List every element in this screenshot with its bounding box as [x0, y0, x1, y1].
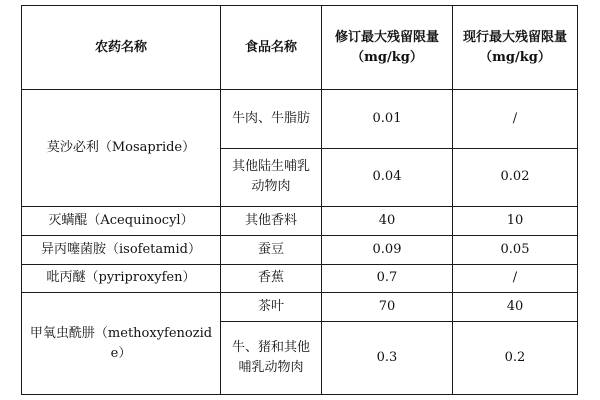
- revised-limit-cell: 0.01: [322, 90, 453, 149]
- table-header-row: [22, 6, 578, 90]
- food-cell: 牛、猪和其他哺乳动物肉: [221, 322, 322, 395]
- food-cell: 牛肉、牛脂肪: [221, 90, 322, 149]
- pesticide-cell: 甲氧虫酰肼（methoxyfenozide）: [22, 293, 221, 395]
- food-cell: 其他香料: [221, 207, 322, 236]
- current-limit-cell: 0.02: [453, 148, 578, 207]
- current-limit-cell: 10: [453, 207, 578, 236]
- food-cell: 蚕豆: [221, 235, 322, 264]
- food-cell: 其他陆生哺乳动物肉: [221, 148, 322, 207]
- table-row: [22, 235, 578, 264]
- current-limit-cell: 0.2: [453, 322, 578, 395]
- pesticide-cell: 灭螨醌（Acequinocyl）: [22, 207, 221, 236]
- header-pesticide-name: 农药名称: [22, 6, 221, 90]
- revised-limit-cell: 0.7: [322, 264, 453, 293]
- revised-limit-cell: 0.09: [322, 235, 453, 264]
- pesticide-cell: 异丙噻菌胺（isofetamid）: [22, 235, 221, 264]
- food-cell: 茶叶: [221, 293, 322, 322]
- header-revised-limit: 修订最大残留限量（mg/kg）: [322, 6, 453, 90]
- table-row: [22, 207, 578, 236]
- current-limit-cell: 0.05: [453, 235, 578, 264]
- current-limit-cell: 40: [453, 293, 578, 322]
- food-cell: 香蕉: [221, 264, 322, 293]
- table-row: [22, 90, 578, 149]
- revised-limit-cell: 0.04: [322, 148, 453, 207]
- pesticide-cell: 吡丙醚（pyriproxyfen）: [22, 264, 221, 293]
- header-current-limit: 现行最大残留限量（mg/kg）: [453, 6, 578, 90]
- residue-limit-table: [21, 5, 578, 395]
- pesticide-cell: 莫沙必利（Mosapride）: [22, 90, 221, 207]
- header-food-name: 食品名称: [221, 6, 322, 90]
- revised-limit-cell: 40: [322, 207, 453, 236]
- current-limit-cell: /: [453, 90, 578, 149]
- revised-limit-cell: 70: [322, 293, 453, 322]
- current-limit-cell: /: [453, 264, 578, 293]
- table-row: [22, 264, 578, 293]
- revised-limit-cell: 0.3: [322, 322, 453, 395]
- table-row: [22, 293, 578, 322]
